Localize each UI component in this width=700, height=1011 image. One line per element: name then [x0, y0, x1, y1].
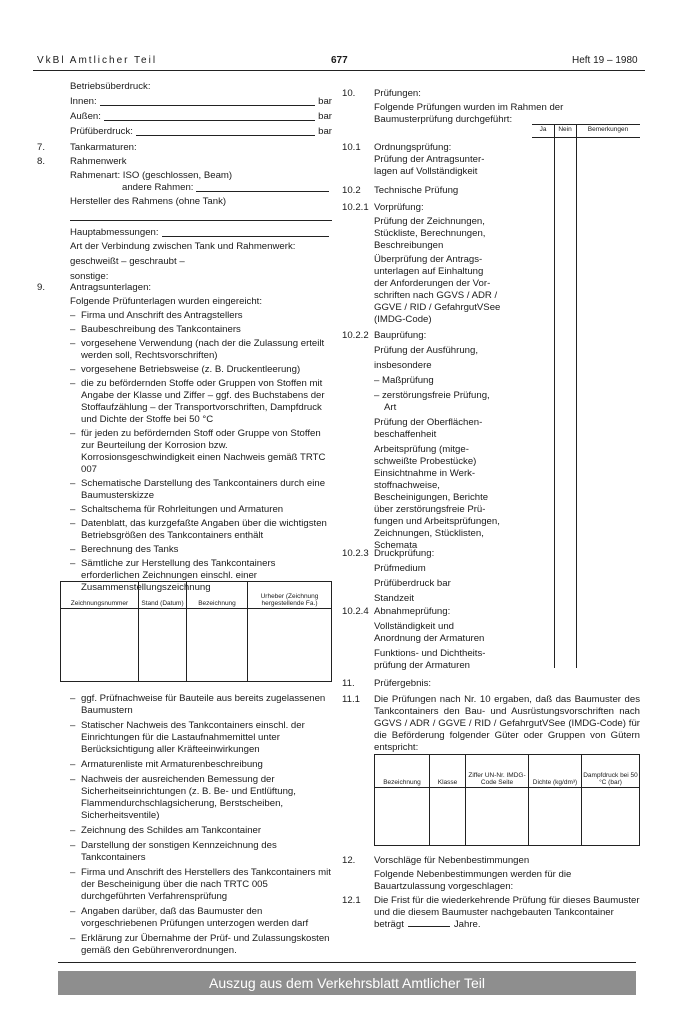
frist-text: Die Frist für die wiederkehrende Prüfung für dieses Baumuster und die diesem Baumuster nachgebauten Tankcontainer beträgt Jahre. [374, 895, 640, 930]
running-header-right: Heft 19 – 1980 [572, 55, 638, 66]
table-header: Stand (Datum) [139, 582, 187, 609]
list-item: – ggf. Prüfnachweise für Bauteile aus bereits zugelassenen Baumustern [70, 693, 326, 716]
pruefungen-block [374, 88, 638, 126]
page-number: 677 [331, 55, 348, 66]
list-item: – Datenblatt, das kurzgefaßte Angaben über die wichtigsten Betriebsgrößen des Tankcontainers enthält [70, 517, 327, 541]
running-header-left: VkBl Amtlicher Teil [37, 55, 158, 66]
pruefueberdruck-field: Prüfüberdruck: bar [70, 125, 332, 137]
list-item: – Darstellung der sonstigen Kennzeichnung des Tankcontainers [70, 839, 277, 863]
ergebnis-text: Die Prüfungen nach Nr. 10 ergaben, daß das Baumuster des Tankcontainers den Bau- und Ausrüstungsvorschriften nach GGVS / ADR / GGVE / RID / GefahrgutVSee (IMDG-Code) für die Beförderung folgender Güter oder Gruppen von Gütern entspricht: [374, 694, 640, 753]
list-item: – die zu befördernden Stoffe oder Gruppen von Stoffen mit Angabe der Klasse und Ziffer – ggf. des Buchstabens der Stoffaufzählung – der Transportvorschriften, Dampfdruck und Dichte der Stoffe bei 50 °C [70, 377, 325, 425]
innen-field: Innen: bar [70, 95, 332, 107]
rahmenwerk-block [70, 156, 332, 283]
row-number: 10.2.2 [342, 330, 369, 341]
vorschlaege-label: Vorschläge für Nebenbestimmungen [374, 855, 530, 866]
row-text-10-2: Technische Prüfung [374, 185, 459, 196]
row-text-10-2-3: Druckprüfung: Prüfmedium Prüfüberdruck bar Standzeit [374, 548, 451, 604]
list-item: – Nachweis der ausreichenden Bemessung der Sicherheitseinrichtungen (z. B. Be- und Entlüftung, Flammendurchschlagsicherung, Berstscheiben, Sicherheitsventile) [70, 773, 296, 821]
column-ja: Ja [539, 126, 547, 133]
footer-banner: Auszug aus dem Verkehrsblatt Amtlicher Teil [58, 971, 636, 995]
table-header: Klasse [430, 755, 466, 788]
list-item: – Baubeschreibung des Tankcontainers [70, 323, 241, 335]
list-item: – Erklärung zur Übernahme der Prüf- und Zulassungskosten gemäß den Gebührenverordnungen. [70, 932, 330, 956]
section-12-number: 12. [342, 855, 356, 866]
section-8-number: 8. [37, 156, 46, 167]
list-item: – für jeden zu befördernden Stoff oder Gruppe von Stoffen zur Beurteilung der Korrosion bzw. Korrosionsgeschwindigkeit einen Nachweis gemäß TRTC 007 [70, 427, 326, 475]
vorschlaege-text: Folgende Nebenbestimmungen werden für die Bauartzulassung vorgeschlagen: [374, 868, 572, 892]
list-item: – Firma und Anschrift des Antragstellers [70, 309, 243, 321]
hauptabmessungen-field: Hauptabmessungen: [70, 227, 332, 239]
list-item: – vorgesehene Betriebsweise (z. B. Druckentleerung) [70, 363, 301, 375]
list-item: – Schaltschema für Rohrleitungen und Armaturen [70, 503, 284, 515]
row-number: 10.2 [342, 185, 361, 196]
column-bemerkungen: Bemerkungen [587, 126, 629, 133]
table-row [61, 609, 332, 682]
column-nein: Nein [558, 126, 572, 133]
header-rule [33, 70, 645, 71]
row-number: 10.2.1 [342, 202, 369, 213]
drawings-table [60, 581, 332, 682]
andere-rahmen-field: andere Rahmen: [70, 182, 332, 194]
hersteller-label: Hersteller des Rahmens (ohne Tank) [70, 195, 227, 207]
table-header: Dichte (kg/dm³) [529, 755, 582, 788]
tankarmaturen-label: Tankarmaturen: [70, 142, 137, 153]
list-item: – Angaben darüber, daß das Baumuster den vorgeschriebenen Prüfungen unterzogen werden darf [70, 905, 309, 929]
goods-table [374, 754, 640, 846]
table-header: Zeichnungsnummer [61, 582, 139, 609]
list-item: – Zeichnung des Schildes am Tankcontainer [70, 824, 262, 836]
row-text-10-1: Ordnungsprüfung: Prüfung der Antragsunter- lagen auf Vollständigkeit [374, 142, 485, 177]
row-text-10-2-1: Vorprüfung: Prüfung der Zeichnungen, Stückliste, Berechnungen, Beschreibungen Überprüfung der Antrags- unterlagen auf Einhaltung der Anforderungen der Vor- schriften nach GGVS / ADR / GGVE / RID / GefahrgutVSee (IMDG-Code) [374, 202, 501, 325]
list-item: – Firma und Anschrift des Herstellers des Tankcontainers mit der Bescheinigung über die nach TRTC 005 durchgeführten Verfahrensprüfung [70, 866, 331, 902]
table-header: Bezeichnung [375, 755, 430, 788]
row-number: 10.1 [342, 142, 361, 153]
list-item: – Armaturenliste mit Armaturenbeschreibung [70, 758, 263, 770]
rahmenwerk-label: Rahmenwerk [70, 156, 127, 167]
geschweisst-text: geschweißt – geschraubt – [70, 255, 185, 267]
section-7-number: 7. [37, 142, 46, 153]
table-header: Dampfdruck bei 50 °C (bar) [582, 755, 640, 788]
rahmenart-text: Rahmenart: ISO (geschlossen, Beam) [70, 169, 233, 181]
pruefungen-label: Prüfungen: [374, 88, 421, 99]
footer-rule [58, 962, 636, 963]
vorschlaege-block [374, 855, 640, 893]
section-9-number: 9. [37, 282, 46, 293]
betriebsueberdruck-label: Betriebsüberdruck: [70, 81, 151, 92]
list-item: – vorgesehene Verwendung (nach der die Zulassung erteilt werden soll, Rechtsvorschriften) [70, 337, 325, 361]
list-item: – Sämtliche zur Herstellung des Tankcontainers erforderlichen Zeichnungen einschl. einer Zusammenstellungszeichnung [70, 557, 276, 593]
list-item: – Berechnung des Tanks [70, 543, 179, 555]
row-text-10-2-4: Abnahmeprüfung: Vollständigkeit und Anordnung der Armaturen Funktions- und Dichtheits- prüfung der Armaturen [374, 606, 486, 671]
art-verbindung-label: Art der Verbindung zwischen Tank und Rahmenwerk: [70, 240, 296, 252]
row-text-10-2-2: Bauprüfung: Prüfung der Ausführung, insbesondere – Maßprüfung – zerstörungsfreie Prüfung, Art Prüfung der Oberflächen- beschaffenheit Arbeitsprüfung (mitge- schweißte Probestücke) Einsichtnahme in Werk- stoffnachweise, Bescheinigungen, Berichte über zerstörungsfreie Prü- fungen und Arbeitsprüfungen, Zeichnungen, Stücklisten, Schemata [374, 330, 500, 551]
pruefergebnis-label: Prüfergebnis: [374, 678, 432, 689]
table-header: Urheber (Zeichnung hergestellende Fa.) [248, 582, 332, 609]
antragsunterlagen-block [70, 282, 332, 594]
list-item: – Statischer Nachweis des Tankcontainers einschl. der Einrichtungen für die Lastaufnahmemittel unter Berücksichtigung aller Kräfteeinwirkungen [70, 719, 305, 755]
section-11-1-number: 11.1 [342, 694, 360, 705]
left-column [70, 81, 332, 138]
section-12-1-number: 12.1 [342, 895, 361, 906]
aussen-field: Außen: bar [70, 110, 332, 122]
table-header: Ziffer UN-Nr. IMDG-Code Seite [466, 755, 529, 788]
row-number: 10.2.3 [342, 548, 369, 559]
list-item: – Schematische Darstellung des Tankcontainers durch eine Baumusterskizze [70, 477, 326, 501]
check-grid [532, 124, 640, 668]
antragsunterlagen-label: Antragsunterlagen: [70, 282, 152, 293]
row-number: 10.2.4 [342, 606, 369, 617]
pruefungen-intro: Folgende Prüfungen wurden im Rahmen der Baumusterprüfung durchgeführt: [374, 101, 564, 125]
folgende-label: Folgende Prüfunterlagen wurden eingereicht: [70, 295, 263, 307]
section-10-number: 10. [342, 88, 356, 99]
table-header: Bezeichnung [187, 582, 248, 609]
antragsunterlagen-block-2 [70, 693, 332, 957]
sonstige-label: sonstige: [70, 270, 109, 282]
section-11-number: 11. [342, 678, 355, 689]
hersteller-line [70, 208, 332, 221]
table-row [375, 788, 640, 846]
